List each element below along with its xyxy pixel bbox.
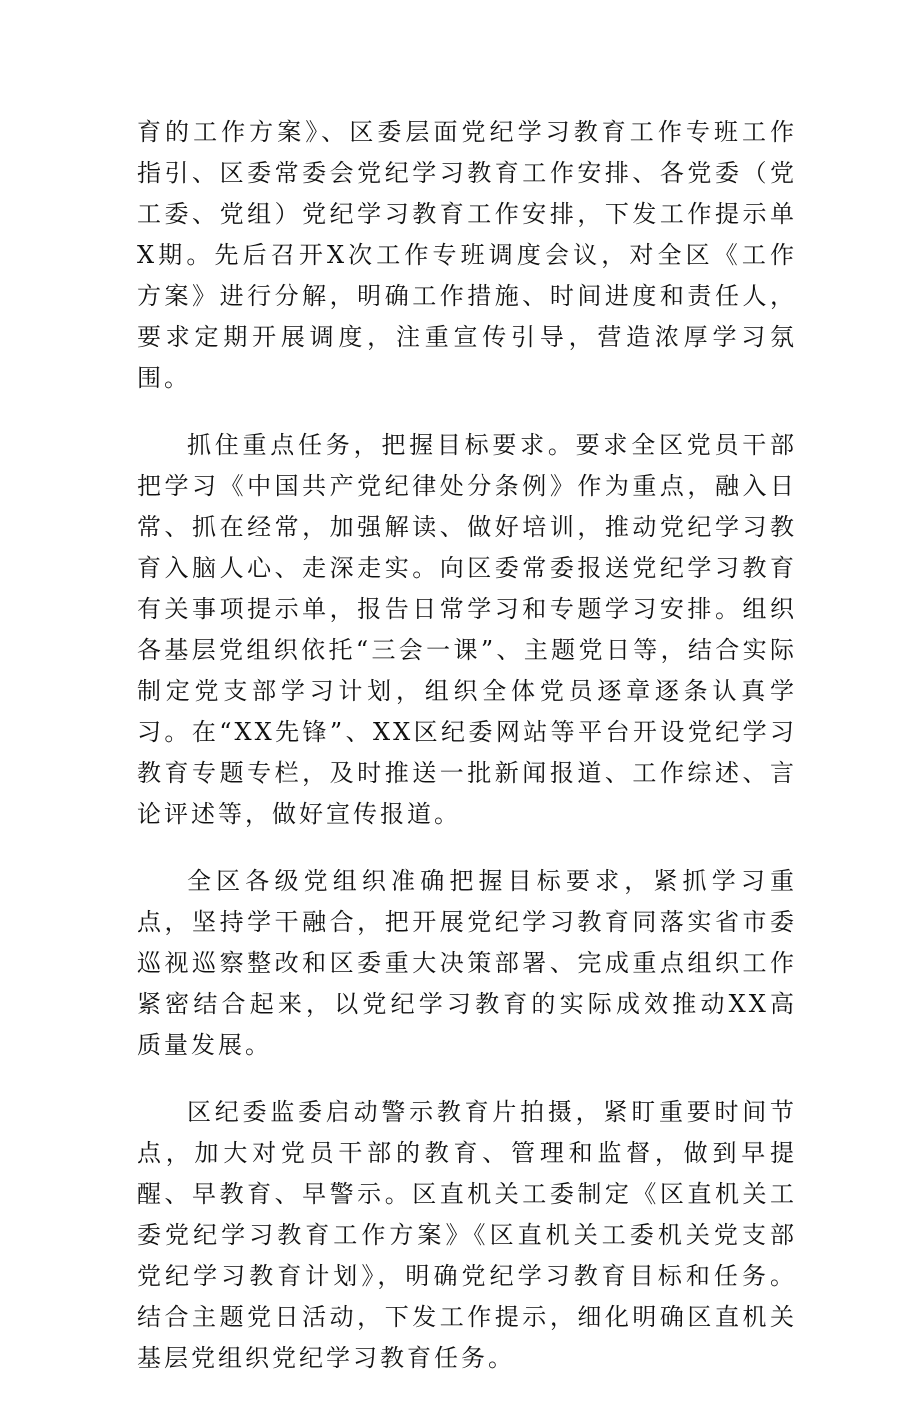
paragraph-work-plan-continuation: 育的工作方案》、区委层面党纪学习教育工作专班工作指引、区委常委会党纪学习教育工作安排、各党委（党工委、党组）党纪学习教育工作安排，下发工作提示单X期。先后召开X次工作专班调度会议，对全区《工作方案》进行分解，明确工作措施、时间进度和责任人，要求定期开展调度，注重宣传引导，营造浓厚学习氛围。 (137, 118, 797, 392)
paragraph-warning-education: 区纪委监委启动警示教育片拍摄，紧盯重要时间节点，加大对党员干部的教育、管理和监督，做到早提醒、早教育、早警示。区直机关工委制定《区直机关工委党纪学习教育工作方案》《区直机关工委机关党支部党纪学习教育计划》，明确党纪学习教育目标和任务。结合主题党日活动，下发工作提示，细化明确区直机关基层党组织党纪学习教育任务。 (137, 1098, 797, 1372)
paragraph-key-tasks: 抓住重点任务，把握目标要求。要求全区党员干部把学习《中国共产党纪律处分条例》作为重点，融入日常、抓在经常，加强解读、做好培训，推动党纪学习教育入脑人心、走深走实。向区委常委报送党纪学习教育有关事项提示单，报告日常学习和专题学习安排。组织各基层党组织依托“三会一课”、主题党日等，结合实际制定党支部学习计划，组织全体党员逐章逐条认真学习。在“XX先锋”、XX区纪委网站等平台开设党纪学习教育专题专栏，及时推送一批新闻报道、工作综述、言论评述等，做好宣传报道。 (137, 431, 797, 828)
paragraph-target-requirements: 全区各级党组织准确把握目标要求，紧抓学习重点，坚持学干融合，把开展党纪学习教育同落实省市委巡视巡察整改和区委重大决策部署、完成重点组织工作紧密结合起来，以党纪学习教育的实际成效推动XX高质量发展。 (137, 867, 797, 1059)
document-body (137, 112, 797, 1405)
